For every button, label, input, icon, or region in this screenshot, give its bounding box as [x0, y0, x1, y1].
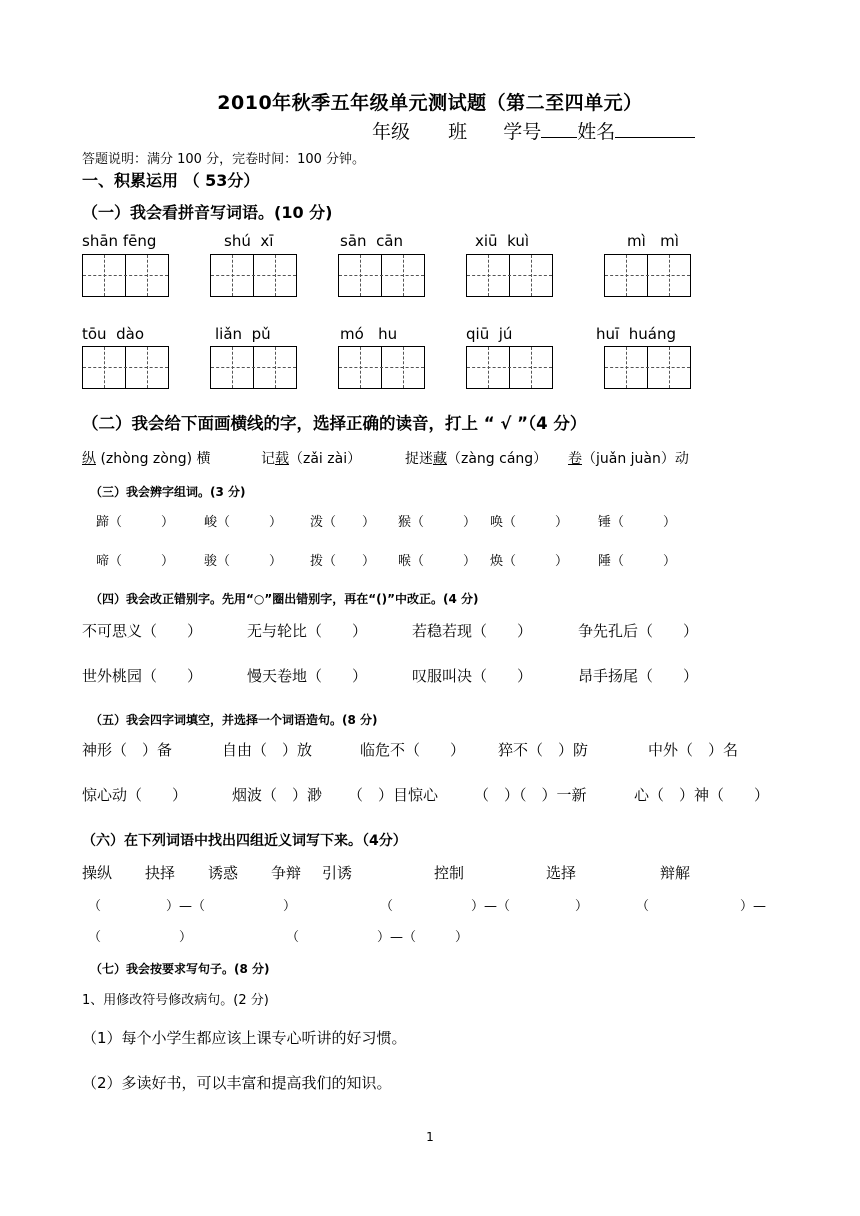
word-group-item: 唤（ ）	[490, 515, 569, 530]
sec7-heading: （七）我会按要求写句子。(8 分)	[90, 962, 270, 976]
writing-box[interactable]	[466, 346, 553, 389]
pinyin-4: xiū kuì	[475, 232, 530, 250]
name-label: 姓名	[577, 121, 616, 143]
typo-item: 争先孔后（ ）	[578, 622, 699, 640]
synonym-blank[interactable]: （ ）	[88, 930, 193, 945]
writing-box[interactable]	[604, 254, 691, 297]
synonym-blank[interactable]: （ ）—	[636, 899, 767, 914]
name-blank[interactable]	[615, 119, 695, 138]
pinyin-7: liǎn pǔ	[215, 325, 271, 343]
typo-item: 叹服叫决（ ）	[412, 667, 533, 685]
word-option: 控制	[434, 864, 465, 882]
sec5-heading: （五）我会四字词填空，并选择一个词语造句。(8 分)	[90, 713, 378, 727]
pronunciation-item-2: 记载（zǎi zài）	[261, 451, 362, 467]
word-group-item: 锤（ ）	[598, 515, 677, 530]
typo-item: 不可思义（ ）	[82, 622, 203, 640]
typo-item: 无与轮比（ ）	[247, 622, 368, 640]
writing-box[interactable]	[466, 254, 553, 297]
writing-box[interactable]	[338, 346, 425, 389]
writing-box[interactable]	[210, 254, 297, 297]
idiom-item: 神形（ ）备	[82, 741, 173, 759]
pronunciation-item-3: 捉迷藏（zàng cáng）	[405, 451, 548, 467]
word-option: 辩解	[660, 864, 691, 882]
pinyin-8: mó hu	[340, 325, 398, 343]
word-group-item: 拨（ ）	[310, 554, 376, 569]
word-option: 抉择	[145, 864, 176, 882]
pinyin-6: tōu dào	[82, 325, 145, 343]
pinyin-10: huī huáng	[596, 325, 676, 343]
pinyin-2: shú xī	[224, 232, 274, 250]
sec7-subheading: 1、用修改符号修改病句。(2 分)	[82, 993, 269, 1008]
writing-box[interactable]	[210, 346, 297, 389]
typo-item: 若稳若现（ ）	[412, 622, 533, 640]
idiom-item: 惊心动（ ）	[82, 786, 188, 804]
sentence-2: （2）多读好书，可以丰富和提高我们的知识。	[82, 1074, 392, 1092]
sec6-heading: （六）在下列词语中找出四组近义词写下来。（4分）	[82, 833, 407, 849]
idiom-item: 烟波（ ）渺	[232, 786, 323, 804]
writing-box[interactable]	[82, 346, 169, 389]
sentence-1: （1）每个小学生都应该上课专心听讲的好习惯。	[82, 1029, 407, 1047]
idiom-item: 猝不（ ）防	[498, 741, 589, 759]
pronunciation-item-4: 卷（juǎn juàn）动	[568, 451, 689, 467]
student-no-label: 学号	[503, 121, 542, 143]
word-option: 诱惑	[208, 864, 239, 882]
word-group-item: 啼（ ）	[96, 554, 175, 569]
page-title: 2010年秋季五年级单元测试题（第二至四单元）	[217, 92, 643, 114]
word-option: 操纵	[82, 864, 113, 882]
word-option: 争辩	[271, 864, 302, 882]
idiom-item: 临危不（ ）	[360, 741, 466, 759]
word-group-item: 蹄（ ）	[96, 515, 175, 530]
typo-item: 世外桃园（ ）	[82, 667, 203, 685]
word-group-item: 骏（ ）	[204, 554, 283, 569]
word-group-item: 喉（ ）	[398, 554, 477, 569]
typo-item: 昂手扬尾（ ）	[578, 667, 699, 685]
idiom-item: （ ）目惊心	[348, 786, 439, 804]
pinyin-5: mì mì	[627, 232, 679, 250]
idiom-item: （ ）（ ）一新	[474, 786, 587, 804]
word-group-item: 陲（ ）	[598, 554, 677, 569]
student-no-blank[interactable]	[541, 119, 577, 138]
word-group-item: 泼（ ）	[310, 515, 376, 530]
sec4-heading: （四）我会改正错别字。先用“○”圈出错别字，再在“()”中改正。(4 分)	[90, 592, 479, 606]
idiom-item: 心（ ）神（ ）	[634, 786, 770, 804]
writing-box[interactable]	[338, 254, 425, 297]
word-option: 引诱	[322, 864, 353, 882]
word-group-item: 猴（ ）	[398, 515, 477, 530]
sec3-heading: （三）我会辨字组词。(3 分)	[90, 485, 246, 499]
typo-item: 慢天卷地（ ）	[247, 667, 368, 685]
synonym-blank[interactable]: （ ）—（ ）	[286, 930, 469, 945]
synonym-blank[interactable]: （ ）—（ ）	[88, 899, 297, 914]
grade-label: 年级	[372, 121, 411, 143]
writing-box[interactable]	[82, 254, 169, 297]
part1-heading: 一、积累运用 （ 53分）	[82, 171, 260, 190]
word-option: 选择	[546, 864, 577, 882]
writing-box[interactable]	[604, 346, 691, 389]
pinyin-1: shān fēng	[82, 232, 157, 250]
pinyin-9: qiū jú	[466, 325, 513, 343]
sec2-heading: （二）我会给下面画横线的字，选择正确的读音，打上 “ √ ”（4 分）	[82, 414, 587, 433]
word-group-item: 焕（ ）	[490, 554, 569, 569]
pronunciation-item-1: 纵 (zhòng zòng) 横	[82, 451, 211, 467]
synonym-blank[interactable]: （ ）—（ ）	[380, 899, 589, 914]
instructions: 答题说明：满分 100 分，完卷时间：100 分钟。	[82, 152, 366, 167]
page-number: 1	[426, 1130, 434, 1144]
idiom-item: 中外（ ）名	[648, 741, 739, 759]
class-label: 班	[448, 121, 468, 143]
pinyin-3: sān cān	[340, 232, 404, 250]
idiom-item: 自由（ ）放	[222, 741, 313, 759]
sec1-heading: （一）我会看拼音写词语。(10 分)	[82, 203, 333, 222]
student-info-line	[372, 117, 695, 144]
word-group-item: 峻（ ）	[204, 515, 283, 530]
